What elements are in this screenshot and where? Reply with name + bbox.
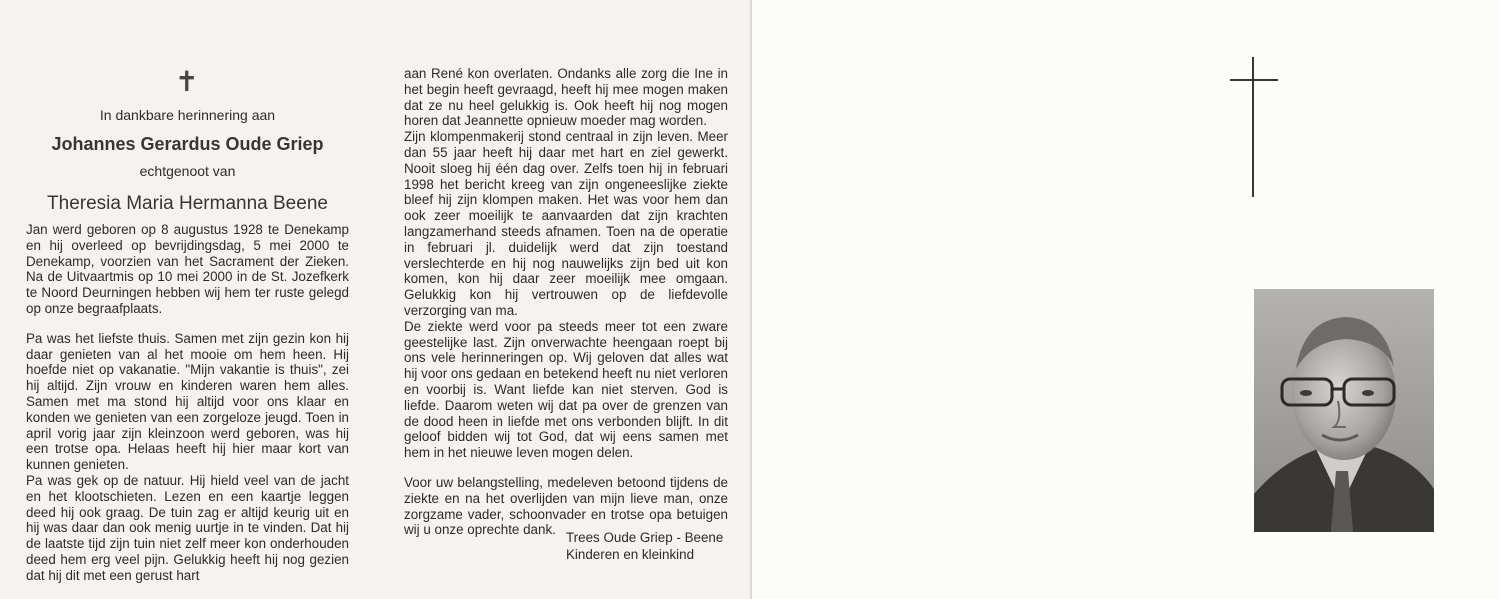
- biography-paragraph: De ziekte werd voor pa steeds meer tot een zware geestelijke last. Zijn onverwachte heengaan roept bij ons vele herinneringen op. Wij geloven dat alles wat hij voor ons gedaan en betekend heeft nu niet verloren en voorbij is. Want liefde kan niet sterven. God is liefde. Daarom weten wij dat pa over de grenzen van de dood heen in liefde met ons verbonden blijft. In dit geloof bidden wij tot God, dat wij eens samen met hem in het nieuwe leven mogen delen.: [404, 318, 728, 461]
- signature-family: Kinderen en kleinkind: [566, 547, 695, 562]
- signature: [566, 529, 723, 563]
- signature-name: Trees Oude Griep - Beene: [566, 530, 724, 545]
- biography-paragraph: Pa was het liefste thuis. Samen met zijn gezin kon hij daar genieten van al het mooie om hem heen. Hij hoefde niet op vakanatie. "Mijn vakantie is thuis", zei hij altijd. Zijn vrouw en kinderen waren hem alles. Samen met ma stond hij altijd voor ons klaar en konden we genieten van een zorgeloze jeugd. Toen in april vorig jaar zijn kleinzoon werd geboren, was hij een trotse opa. Helaas heeft hij hier maar kort van kunnen genieten.: [26, 330, 349, 473]
- left-column-text: [26, 222, 349, 584]
- middle-column-text: [404, 66, 728, 538]
- spouse-name: Theresia Maria Hermanna Beene: [47, 193, 328, 214]
- portrait-image: [1254, 289, 1434, 532]
- thanks-paragraph: Voor uw belangstelling, medeleven betoond tijdens de ziekte en na het overlijden van mijn lieve man, onze zorgzame vader, schoonvader en trotse opa betuigen wij u onze oprechte dank.: [404, 474, 728, 538]
- intro-text: In dankbare herinnering aan: [99, 107, 276, 123]
- biography-paragraph: Zijn klompenmakerij stond centraal in zijn leven. Meer dan 55 jaar heeft hij daar met hart en ziel gewerkt. Nooit sloeg hij één dag over. Zelfs toen hij in februari 1998 het bericht kreeg van zijn ongeneeslijke ziekte bleef hij zijn klompen maken. Het was voor hem dan ook zeer moeilijk te aanvaarden dat zijn krachten langzamerhand steeds afnamen. Toen na de operatie in februari jl. duidelijk werd dat zijn toestand verslechterde en hij nog nauwelijks zijn bed uit kon komen, kon hij daar zeer moeilijk mee omgaan. Gelukkig kon hij vertrouwen op de liefdevolle verzorging van ma.: [404, 129, 728, 318]
- biography-paragraph: Pa was gek op de natuur. Hij hield veel van de jacht en het klootschieten. Lezen en een kaartje leggen deed hij ook graag. De tuin zag er altijd keurig uit en hij was daar dan ook menig uurtje in te vinden. Dat hij de laatste tijd zijn tuin niet zelf meer kon onderhouden deed hem erg veel pijn. Gelukkig heeft hij nog gezien dat hij dit met een gerust hart: [26, 472, 349, 583]
- portrait-photo: [1254, 289, 1434, 532]
- large-cross-icon: [1230, 57, 1278, 197]
- biography-paragraph: Jan werd geboren op 8 augustus 1928 te Denekamp en hij overleed op bevrijdingsdag, 5 mei 2000 te Denekamp, voorzien van het Sacrament der Zieken. Na de Uitvaartmis op 10 mei 2000 in de St. Jozefkerk te Noord Deurningen hebben wij hem ter ruste gelegd op onze begraafplaats.: [26, 222, 349, 316]
- cross-icon: ✝: [175, 65, 199, 98]
- biography-paragraph: aan René kon overlaten. Ondanks alle zorg die Ine in het begin heeft gevraagd, heeft hij mee mogen maken dat ze nu heel gelukkig is. Ook heeft hij nog mogen horen dat Jeannette opnieuw moeder mag worden.: [404, 66, 728, 129]
- spouse-label: echtgenoot van: [139, 163, 236, 179]
- deceased-name: Johannes Gerardus Oude Griep: [51, 134, 324, 154]
